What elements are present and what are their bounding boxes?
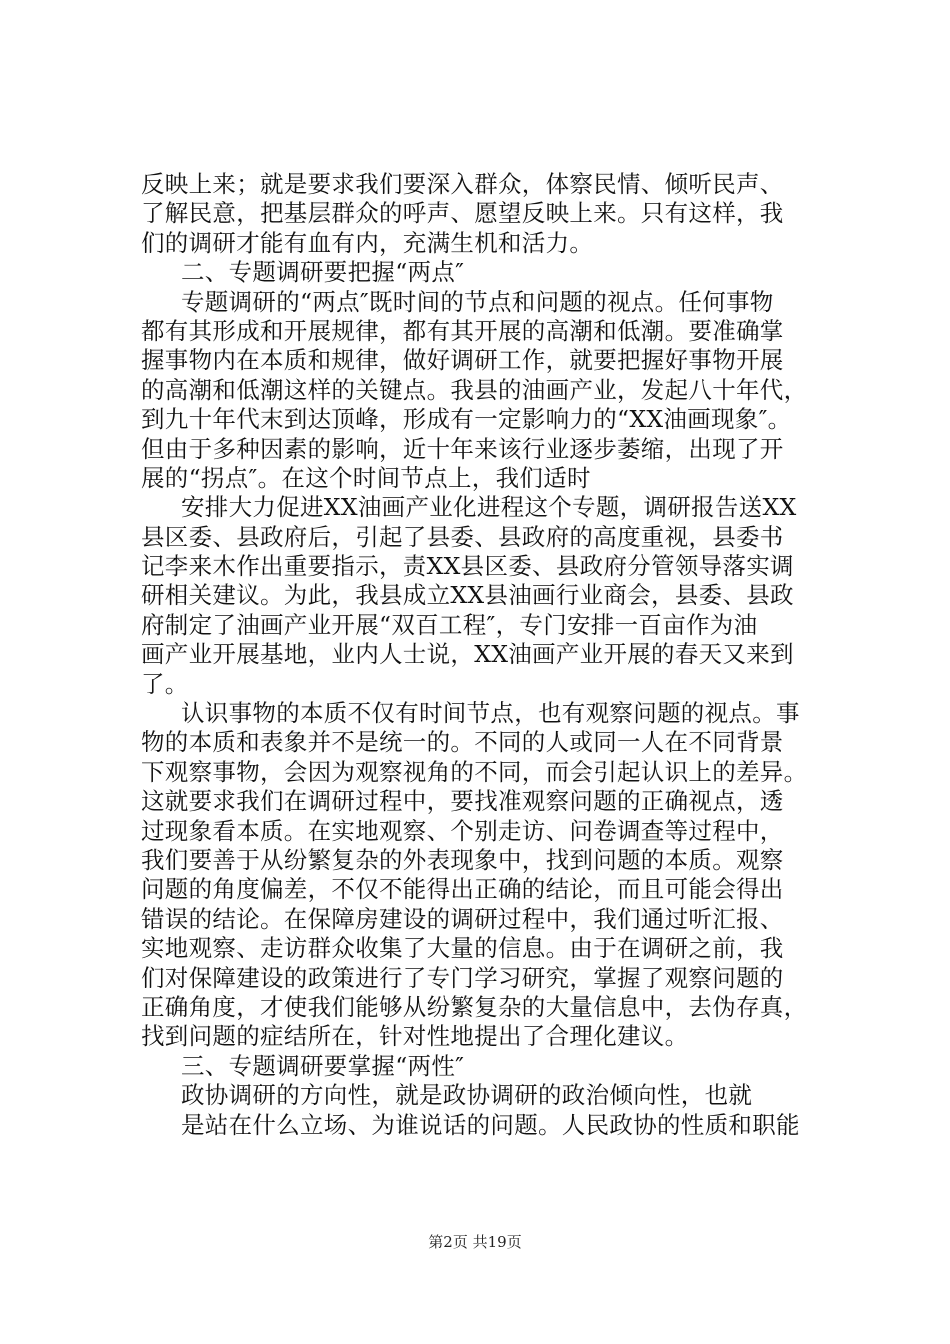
- text-line: 的高潮和低潮这样的关键点。我县的油画产业，发起八十年代，: [141, 375, 808, 404]
- text-line: 画产业开展基地，业内人士说，XX油画产业开展的春天又来到: [141, 640, 794, 669]
- text-line: 了解民意，把基层群众的呼声、愿望反映上来。只有这样，我: [141, 199, 784, 228]
- section-heading: 三、专题调研要掌握“两性″: [181, 1051, 465, 1080]
- text-line: 们的调研才能有血有内，充满生机和活力。: [141, 228, 594, 257]
- text-line: 下观察事物，会因为观察视角的不同，而会引起认识上的差异。: [141, 757, 808, 786]
- text-line: 了。: [141, 669, 189, 698]
- text-line: 府制定了油画产业开展“双百工程″，专门安排一百亩作为油: [141, 610, 758, 639]
- text-line: 展的“拐点″。在这个时间节点上，我们适时: [141, 463, 591, 492]
- text-line: 错误的结论。在保障房建设的调研过程中，我们通过听汇报、: [141, 904, 784, 933]
- section-heading: 二、专题调研要把握“两点″: [181, 258, 465, 287]
- text-line: 反映上来；就是要求我们要深入群众，体察民情、倾听民声、: [141, 170, 784, 198]
- document-body: [141, 170, 841, 1140]
- text-line: 我们要善于从纷繁复杂的外表现象中，找到问题的本质。观察: [141, 845, 784, 874]
- text-line: 都有其形成和开展规律，都有其开展的高潮和低潮。要准确掌: [141, 316, 784, 345]
- text-line: 到九十年代末到达顶峰，形成有一定影响力的“XX油画现象″。: [141, 405, 792, 434]
- text-line: 但由于多种因素的影响，近十年来该行业逐步萎缩，出现了开: [141, 434, 784, 463]
- text-line: 实地观察、走访群众收集了大量的信息。由于在调研之前，我: [141, 934, 784, 963]
- text-line: 握事物内在本质和规律，做好调研工作，就要把握好事物开展: [141, 346, 784, 375]
- text-line: 专题调研的“两点″既时间的节点和问题的视点。任何事物: [181, 287, 774, 316]
- text-line: 研相关建议。为此，我县成立XX县油画行业商会，县委、县政: [141, 581, 794, 610]
- text-line: 们对保障建设的政策进行了专门学习研究，掌握了观察问题的: [141, 963, 784, 992]
- page-number-footer: 第2页 共19页: [428, 1233, 522, 1251]
- text-line: 安排大力促进XX油画产业化进程这个专题，调研报告送XX: [181, 493, 797, 522]
- text-line: 县区委、县政府后，引起了县委、县政府的高度重视，县委书: [141, 522, 784, 551]
- text-line: 问题的角度偏差，不仅不能得出正确的结论，而且可能会得出: [141, 875, 784, 904]
- text-line: 这就要求我们在调研过程中，要找准观察问题的正确视点，透: [141, 787, 784, 816]
- text-line: 认识事物的本质不仅有时间节点，也有观察问题的视点。事: [181, 699, 800, 728]
- text-line: 物的本质和表象并不是统一的。不同的人或同一人在不同背景: [141, 728, 784, 757]
- text-line: 正确角度，才使我们能够从纷繁复杂的大量信息中，去伪存真，: [141, 992, 808, 1021]
- text-line: 记李来木作出重要指示，责XX县区委、县政府分管领导落实调: [141, 552, 794, 581]
- text-line: 政协调研的方向性，就是政协调研的政治倾向性，也就: [181, 1081, 753, 1110]
- text-line: 是站在什么立场、为谁说话的问题。人民政协的性质和职能: [181, 1110, 800, 1139]
- text-line: 找到问题的症结所在，针对性地提出了合理化建议。: [141, 1022, 689, 1051]
- text-line: 过现象看本质。在实地观察、个别走访、问卷调查等过程中，: [141, 816, 784, 845]
